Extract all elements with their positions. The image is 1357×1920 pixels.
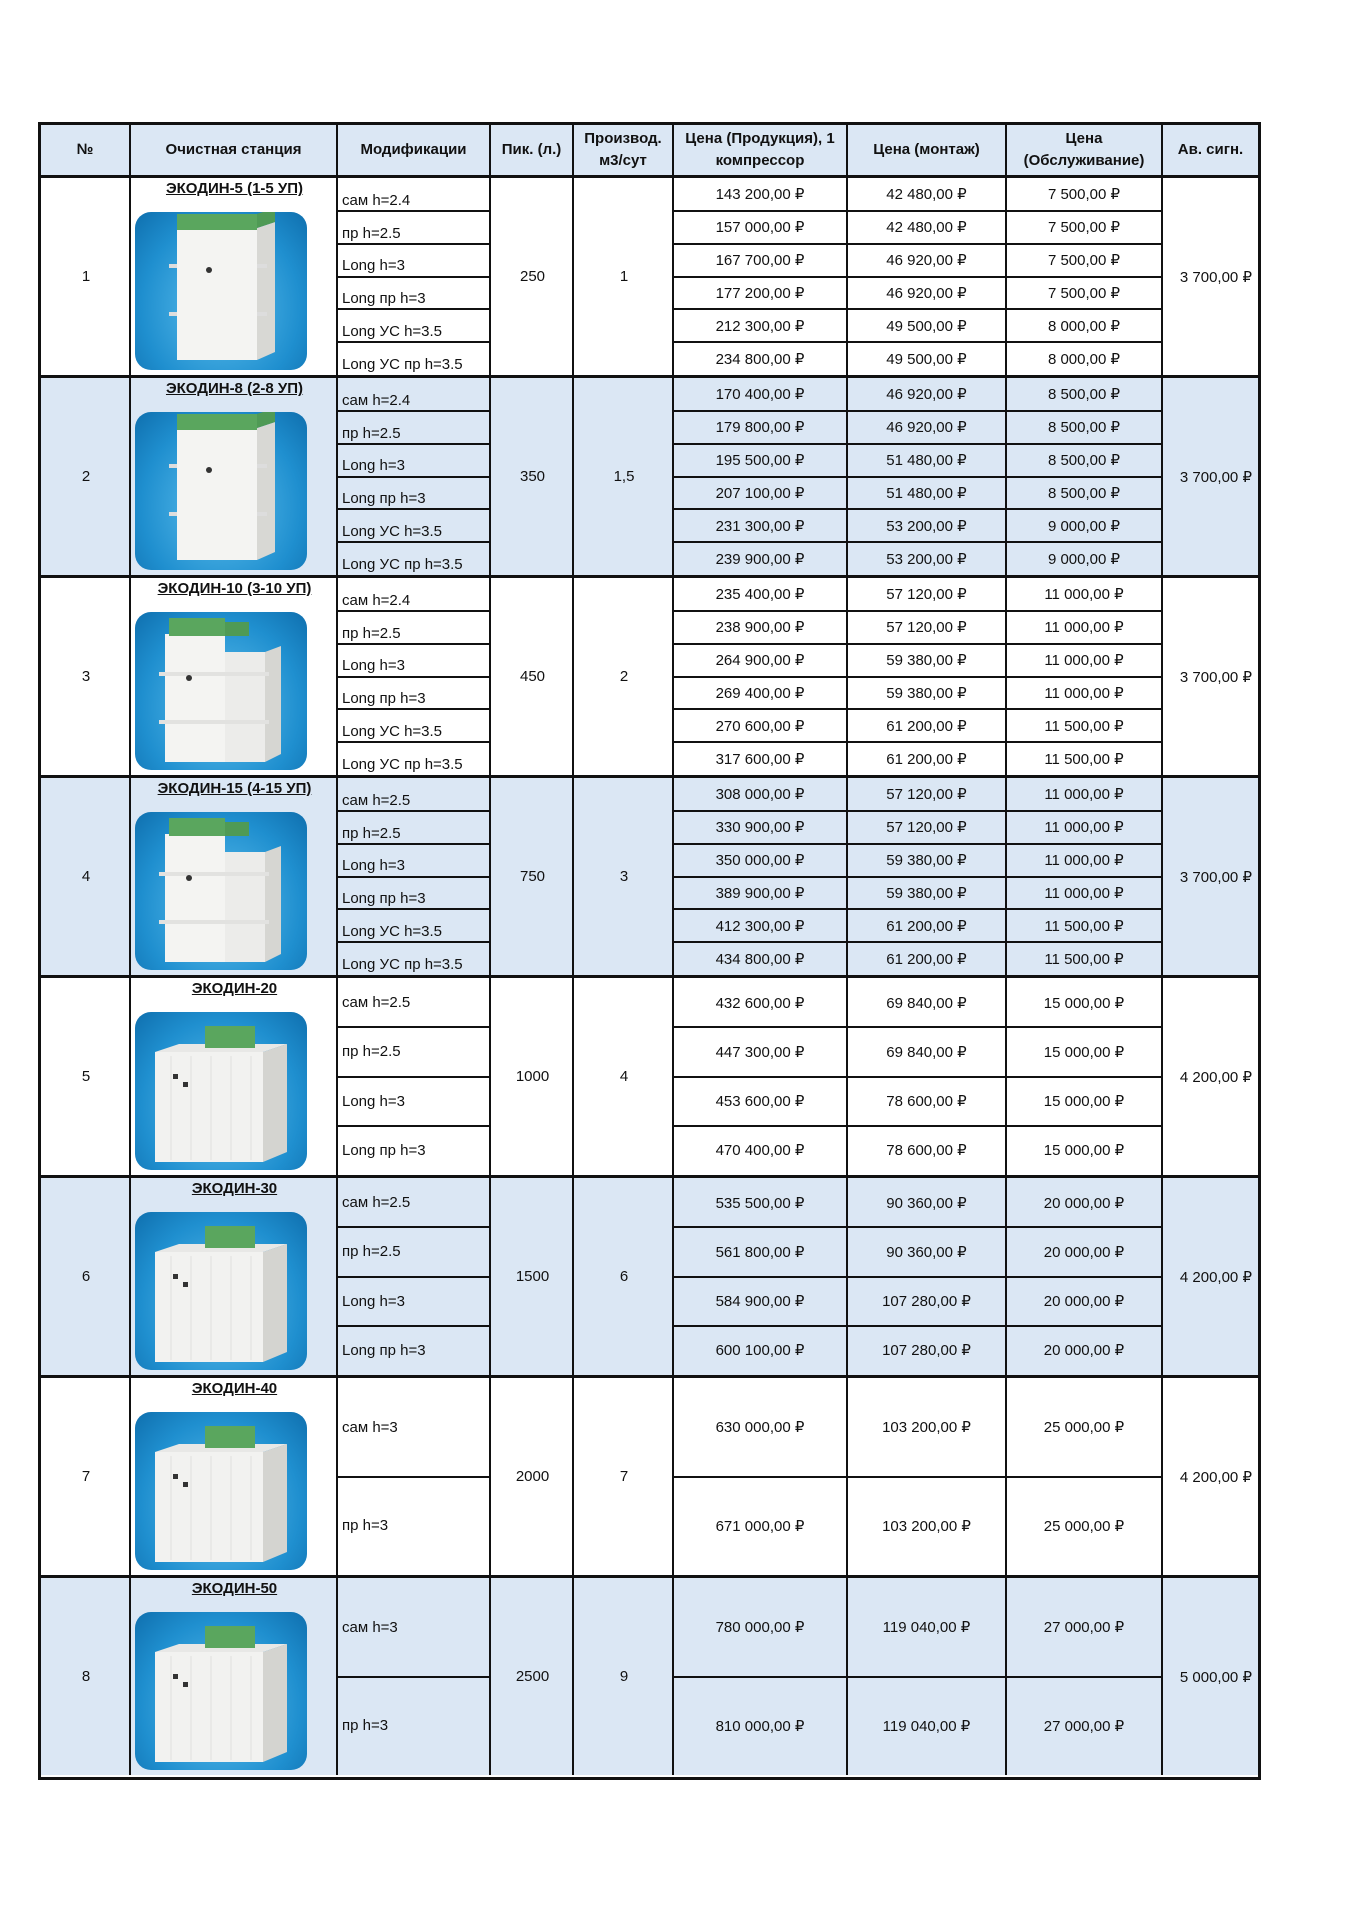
station-image	[135, 1612, 307, 1770]
modification-cell: Long УС h=3.5	[342, 723, 443, 741]
price-product-cell: 600 100,00 ₽	[715, 1342, 805, 1360]
station-row	[41, 178, 1258, 375]
modification-cell: сам h=2.4	[342, 591, 411, 609]
alarm-price: 4 200,00 ₽	[1179, 1468, 1252, 1486]
alarm-price: 5 000,00 ₽	[1179, 1668, 1252, 1686]
station-name: ЭКОДИН-50	[191, 1580, 278, 1597]
price-service-cell: 11 000,00 ₽	[1044, 619, 1124, 637]
station-name: ЭКОДИН-10 (3-10 УП)	[157, 580, 312, 597]
modification-cell: Long УС пр h=3.5	[342, 555, 463, 573]
price-install-cell: 49 500,00 ₽	[886, 350, 967, 368]
modification-cell: Long пр h=3	[342, 490, 426, 508]
peak-value: 350	[519, 468, 546, 485]
price-service-cell: 9 000,00 ₽	[1047, 517, 1121, 535]
station-row	[41, 778, 1258, 975]
price-product-cell: 308 000,00 ₽	[715, 786, 805, 804]
alarm-price: 4 200,00 ₽	[1179, 1068, 1252, 1086]
price-install-cell: 119 040,00 ₽	[882, 1717, 971, 1735]
station-name: ЭКОДИН-40	[191, 1380, 278, 1397]
price-install-cell: 61 200,00 ₽	[886, 750, 967, 768]
price-product-cell: 143 200,00 ₽	[715, 186, 805, 204]
price-service-cell: 11 500,00 ₽	[1044, 750, 1124, 768]
price-product-cell: 264 900,00 ₽	[715, 652, 805, 670]
price-service-cell: 7 500,00 ₽	[1047, 219, 1121, 237]
station-row	[41, 978, 1258, 1175]
price-install-cell: 90 360,00 ₽	[886, 1194, 967, 1212]
price-install-cell: 42 480,00 ₽	[886, 219, 967, 237]
price-service-cell: 27 000,00 ₽	[1043, 1717, 1125, 1735]
station-image	[135, 412, 307, 570]
price-install-cell: 61 200,00 ₽	[886, 717, 967, 735]
productivity-value: 1	[619, 268, 629, 285]
price-product-cell: 270 600,00 ₽	[715, 717, 805, 735]
modification-cell: Long h=3	[342, 257, 405, 275]
price-install-cell: 61 200,00 ₽	[886, 950, 967, 968]
station-image	[135, 612, 307, 770]
row-number: 8	[81, 1668, 91, 1685]
header-price-service: Цена (Обслуживание)	[1007, 125, 1163, 175]
price-service-cell: 9 000,00 ₽	[1047, 550, 1121, 568]
price-service-cell: 11 000,00 ₽	[1044, 684, 1124, 702]
price-service-cell: 11 000,00 ₽	[1044, 884, 1124, 902]
station-name: ЭКОДИН-15 (4-15 УП)	[157, 780, 312, 797]
modification-cell: пр h=3	[342, 1517, 389, 1535]
price-install-cell: 61 200,00 ₽	[886, 917, 967, 935]
price-install-cell: 103 200,00 ₽	[882, 1419, 971, 1437]
price-install-cell: 78 600,00 ₽	[886, 1142, 967, 1160]
peak-value: 450	[519, 668, 546, 685]
price-install-cell: 78 600,00 ₽	[886, 1093, 967, 1111]
modification-cell: пр h=3	[342, 1717, 389, 1735]
price-product-cell: 238 900,00 ₽	[715, 619, 805, 637]
productivity-value: 3	[619, 868, 629, 885]
price-product-cell: 317 600,00 ₽	[715, 750, 805, 768]
modification-cell: Long пр h=3	[342, 1141, 426, 1159]
price-product-cell: 470 400,00 ₽	[715, 1142, 805, 1160]
price-service-cell: 20 000,00 ₽	[1043, 1342, 1125, 1360]
price-install-cell: 57 120,00 ₽	[886, 819, 967, 837]
price-install-cell: 90 360,00 ₽	[886, 1243, 967, 1261]
modification-cell: Long h=3	[342, 457, 405, 475]
price-service-cell: 8 500,00 ₽	[1047, 484, 1121, 502]
modification-cell: пр h=2.5	[342, 1043, 401, 1061]
productivity-value: 6	[619, 1268, 629, 1285]
station-image	[135, 812, 307, 970]
alarm-price: 4 200,00 ₽	[1179, 1268, 1252, 1286]
header-station: Очистная станция	[131, 125, 338, 175]
price-install-cell: 59 380,00 ₽	[886, 652, 967, 670]
price-install-cell: 59 380,00 ₽	[886, 852, 967, 870]
header-alarm: Ав. сигн.	[1163, 125, 1258, 175]
productivity-value: 2	[619, 668, 629, 685]
row-number: 7	[81, 1468, 91, 1485]
productivity-value: 7	[619, 1468, 629, 1485]
price-install-cell: 51 480,00 ₽	[886, 484, 967, 502]
row-number: 6	[81, 1268, 91, 1285]
price-install-cell: 53 200,00 ₽	[886, 517, 967, 535]
price-install-cell: 119 040,00 ₽	[882, 1619, 971, 1637]
price-product-cell: 157 000,00 ₽	[715, 219, 805, 237]
modification-cell: Long УС пр h=3.5	[342, 755, 463, 773]
price-install-cell: 107 280,00 ₽	[882, 1293, 971, 1311]
price-service-cell: 20 000,00 ₽	[1043, 1243, 1125, 1261]
modification-cell: Long h=3	[342, 857, 405, 875]
modification-cell: сам h=3	[342, 1418, 398, 1436]
header-productivity: Производ. м3/сут	[574, 125, 674, 175]
price-service-cell: 25 000,00 ₽	[1043, 1419, 1125, 1437]
modification-cell: Long УС h=3.5	[342, 323, 443, 341]
station-name: ЭКОДИН-8 (2-8 УП)	[165, 380, 304, 397]
price-service-cell: 11 000,00 ₽	[1044, 586, 1124, 604]
station-image	[135, 1012, 307, 1170]
price-product-cell: 231 300,00 ₽	[715, 517, 805, 535]
station-name: ЭКОДИН-30	[191, 1180, 278, 1197]
price-service-cell: 8 500,00 ₽	[1047, 419, 1121, 437]
price-install-cell: 59 380,00 ₽	[886, 684, 967, 702]
peak-value: 250	[519, 268, 546, 285]
station-name: ЭКОДИН-5 (1-5 УП)	[165, 180, 304, 197]
price-product-cell: 434 800,00 ₽	[715, 950, 805, 968]
row-number: 5	[81, 1068, 91, 1085]
modification-cell: Long пр h=3	[342, 890, 426, 908]
peak-value: 2000	[515, 1468, 550, 1485]
price-service-cell: 20 000,00 ₽	[1043, 1194, 1125, 1212]
productivity-value: 1,5	[613, 468, 635, 485]
modification-cell: пр h=2.5	[342, 424, 401, 442]
price-service-cell: 15 000,00 ₽	[1043, 994, 1125, 1012]
price-install-cell: 51 480,00 ₽	[886, 452, 967, 470]
price-product-cell: 561 800,00 ₽	[715, 1243, 805, 1261]
modification-cell: пр h=2.5	[342, 624, 401, 642]
alarm-price: 3 700,00 ₽	[1179, 668, 1252, 686]
price-service-cell: 8 500,00 ₽	[1047, 386, 1121, 404]
price-product-cell: 453 600,00 ₽	[715, 1093, 805, 1111]
modification-cell: Long h=3	[342, 657, 405, 675]
price-install-cell: 57 120,00 ₽	[886, 586, 967, 604]
modification-cell: сам h=2.5	[342, 791, 411, 809]
modification-cell: сам h=2.4	[342, 391, 411, 409]
row-number: 3	[81, 668, 91, 685]
price-service-cell: 11 500,00 ₽	[1044, 950, 1124, 968]
alarm-price: 3 700,00 ₽	[1179, 468, 1252, 486]
price-service-cell: 27 000,00 ₽	[1043, 1619, 1125, 1637]
price-service-cell: 15 000,00 ₽	[1043, 1142, 1125, 1160]
price-install-cell: 42 480,00 ₽	[886, 186, 967, 204]
price-service-cell: 25 000,00 ₽	[1043, 1517, 1125, 1535]
price-product-cell: 239 900,00 ₽	[715, 550, 805, 568]
price-product-cell: 389 900,00 ₽	[715, 884, 805, 902]
price-table	[38, 122, 1261, 1780]
station-row	[41, 378, 1258, 575]
price-install-cell: 59 380,00 ₽	[886, 884, 967, 902]
modification-cell: Long УС пр h=3.5	[342, 955, 463, 973]
station-row	[41, 1378, 1258, 1575]
price-product-cell: 432 600,00 ₽	[715, 994, 805, 1012]
price-product-cell: 780 000,00 ₽	[715, 1619, 805, 1637]
price-install-cell: 107 280,00 ₽	[882, 1342, 971, 1360]
modification-cell: пр h=2.5	[342, 1243, 401, 1261]
modification-cell: Long УС h=3.5	[342, 523, 443, 541]
price-product-cell: 535 500,00 ₽	[715, 1194, 805, 1212]
price-service-cell: 11 000,00 ₽	[1044, 852, 1124, 870]
header-price-product: Цена (Продукция), 1 компрессор	[674, 125, 848, 175]
price-install-cell: 57 120,00 ₽	[886, 786, 967, 804]
station-image	[135, 212, 307, 370]
price-product-cell: 234 800,00 ₽	[715, 350, 805, 368]
row-number: 2	[81, 468, 91, 485]
price-product-cell: 584 900,00 ₽	[715, 1293, 805, 1311]
price-product-cell: 350 000,00 ₽	[715, 852, 805, 870]
price-service-cell: 7 500,00 ₽	[1047, 284, 1121, 302]
price-product-cell: 269 400,00 ₽	[715, 684, 805, 702]
price-service-cell: 11 000,00 ₽	[1044, 652, 1124, 670]
price-service-cell: 11 500,00 ₽	[1044, 917, 1124, 935]
modification-cell: Long пр h=3	[342, 690, 426, 708]
price-install-cell: 53 200,00 ₽	[886, 550, 967, 568]
row-number: 4	[81, 868, 91, 885]
price-service-cell: 15 000,00 ₽	[1043, 1093, 1125, 1111]
header-modifications: Модификации	[338, 125, 491, 175]
productivity-value: 9	[619, 1668, 629, 1685]
price-install-cell: 69 840,00 ₽	[886, 1043, 967, 1061]
modification-cell: сам h=2.4	[342, 191, 411, 209]
modification-cell: пр h=2.5	[342, 824, 401, 842]
modification-cell: сам h=3	[342, 1618, 398, 1636]
price-service-cell: 11 500,00 ₽	[1044, 717, 1124, 735]
price-service-cell: 15 000,00 ₽	[1043, 1043, 1125, 1061]
station-row	[41, 1578, 1258, 1775]
header-num: №	[41, 125, 131, 175]
peak-value: 1500	[515, 1268, 550, 1285]
peak-value: 2500	[515, 1668, 550, 1685]
price-product-cell: 412 300,00 ₽	[715, 917, 805, 935]
station-row	[41, 578, 1258, 775]
price-product-cell: 212 300,00 ₽	[715, 317, 805, 335]
price-product-cell: 167 700,00 ₽	[715, 252, 805, 270]
price-install-cell: 49 500,00 ₽	[886, 317, 967, 335]
modification-cell: сам h=2.5	[342, 994, 411, 1012]
station-row	[41, 1178, 1258, 1375]
price-install-cell: 103 200,00 ₽	[882, 1517, 971, 1535]
modification-cell: Long пр h=3	[342, 290, 426, 308]
price-install-cell: 46 920,00 ₽	[886, 419, 967, 437]
station-name: ЭКОДИН-20	[191, 980, 278, 997]
price-product-cell: 207 100,00 ₽	[715, 484, 805, 502]
modification-cell: сам h=2.5	[342, 1194, 411, 1212]
station-image	[135, 1412, 307, 1570]
peak-value: 1000	[515, 1068, 550, 1085]
modification-cell: пр h=2.5	[342, 224, 401, 242]
price-product-cell: 235 400,00 ₽	[715, 586, 805, 604]
price-product-cell: 177 200,00 ₽	[715, 284, 805, 302]
station-image	[135, 1212, 307, 1370]
header-peak: Пик. (л.)	[491, 125, 574, 175]
price-product-cell: 170 400,00 ₽	[715, 386, 805, 404]
price-product-cell: 810 000,00 ₽	[715, 1717, 805, 1735]
alarm-price: 3 700,00 ₽	[1179, 868, 1252, 886]
price-service-cell: 11 000,00 ₽	[1044, 819, 1124, 837]
productivity-value: 4	[619, 1068, 629, 1085]
header-price-install: Цена (монтаж)	[848, 125, 1007, 175]
price-product-cell: 630 000,00 ₽	[715, 1419, 805, 1437]
price-install-cell: 46 920,00 ₽	[886, 386, 967, 404]
price-service-cell: 8 000,00 ₽	[1047, 350, 1121, 368]
peak-value: 750	[519, 868, 546, 885]
price-product-cell: 330 900,00 ₽	[715, 819, 805, 837]
price-service-cell: 7 500,00 ₽	[1047, 252, 1121, 270]
price-product-cell: 195 500,00 ₽	[715, 452, 805, 470]
row-number: 1	[81, 268, 91, 285]
price-install-cell: 69 840,00 ₽	[886, 994, 967, 1012]
price-install-cell: 46 920,00 ₽	[886, 284, 967, 302]
price-service-cell: 8 500,00 ₽	[1047, 452, 1121, 470]
price-product-cell: 671 000,00 ₽	[715, 1517, 805, 1535]
price-service-cell: 20 000,00 ₽	[1043, 1293, 1125, 1311]
modification-cell: Long пр h=3	[342, 1341, 426, 1359]
price-install-cell: 46 920,00 ₽	[886, 252, 967, 270]
price-service-cell: 7 500,00 ₽	[1047, 186, 1121, 204]
price-product-cell: 179 800,00 ₽	[715, 419, 805, 437]
price-install-cell: 57 120,00 ₽	[886, 619, 967, 637]
alarm-price: 3 700,00 ₽	[1179, 268, 1252, 286]
price-service-cell: 11 000,00 ₽	[1044, 786, 1124, 804]
modification-cell: Long УС пр h=3.5	[342, 355, 463, 373]
modification-cell: Long УС h=3.5	[342, 923, 443, 941]
modification-cell: Long h=3	[342, 1092, 405, 1110]
price-service-cell: 8 000,00 ₽	[1047, 317, 1121, 335]
price-product-cell: 447 300,00 ₽	[715, 1043, 805, 1061]
modification-cell: Long h=3	[342, 1292, 405, 1310]
